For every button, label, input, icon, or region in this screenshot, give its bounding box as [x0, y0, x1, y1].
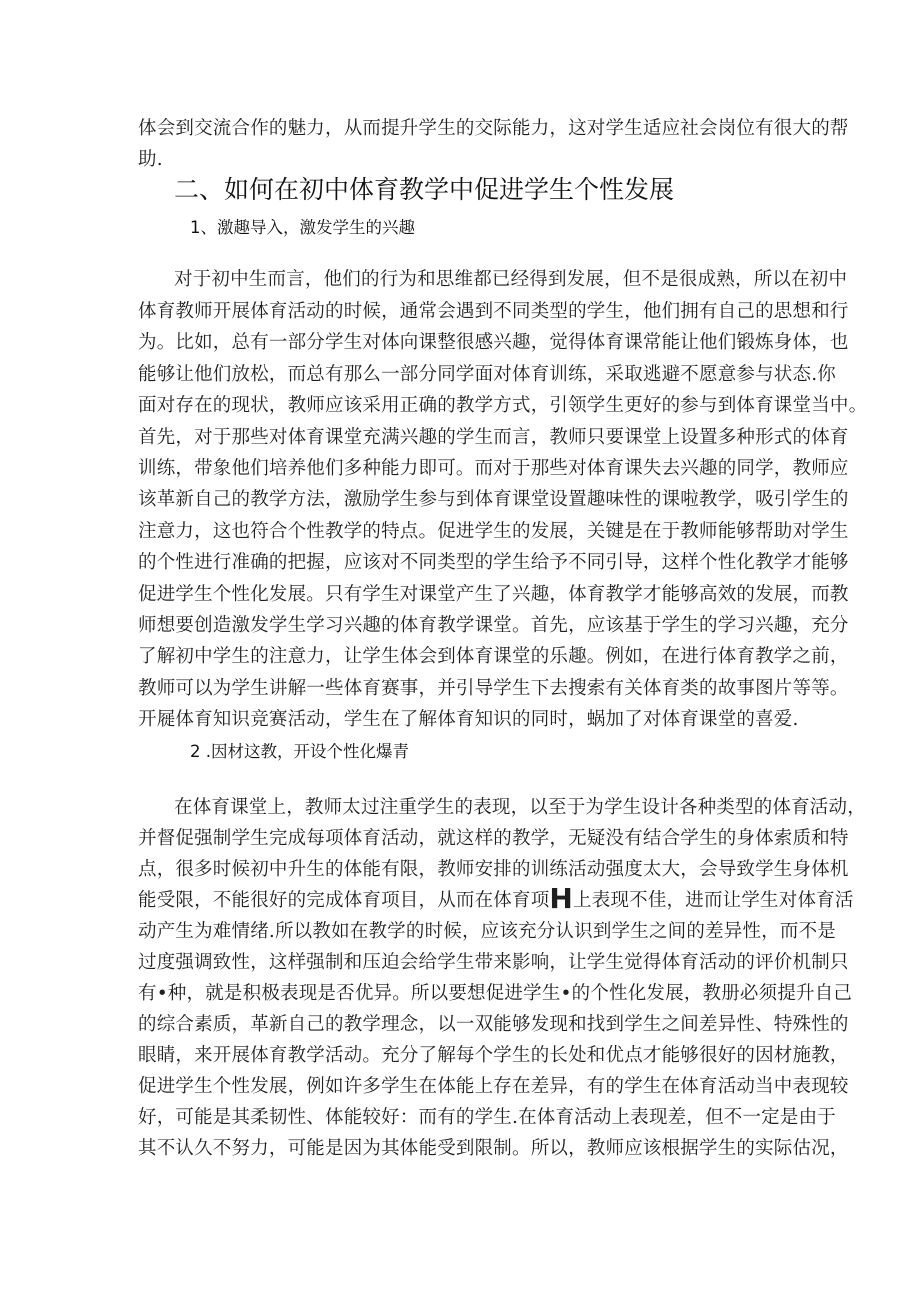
intro-line-1: 体会到交流合作的魅力，从而提升学生的交际能力，这对学生适应社会岗位有很大的帮	[138, 118, 849, 139]
para2-line: 的综合素质，革新自己的教学理念，以一双能够发现和找到学生之间差异性、特殊性的	[138, 1014, 849, 1035]
intro-line-2: 助.	[138, 149, 163, 170]
para1-line: 教师可以为学生讲解一些体育赛事，并引导学生下去搜索有关体育类的故事图片等等。	[138, 678, 849, 699]
para1-line: 首先，对于那些对体育课堂充满兴趣的学生而言，教师只要课堂上设置多种形式的体育	[138, 427, 849, 448]
para2-line: 在体育课堂上，教师太过注重学生的表现，以至于为学生设计各种类型的体育活动，	[174, 797, 866, 818]
para2-line: 动产生为难情绪.所以教如在教学的时候，应该充分认识到学生之间的差异性，而不是	[138, 921, 836, 942]
para2-line: 其不认久不努力，可能是因为其体能受到限制。所以，教师应该根据学生的实际估况，	[138, 1138, 849, 1159]
para1-line: 面对存在的现状，教师应该采用正确的教学方式，引领学生更好的参与到体育课堂当中。	[138, 395, 868, 416]
para2-line: 促进学生个性发展，例如许多学生在体能上存在差异，有的学生在体育活动当中表现较	[138, 1076, 849, 1097]
inline-glyph-h: H	[549, 882, 574, 915]
para1-line: 注意力，这也符合个性教学的特点。促进学生的发展，关键是在于教师能够帮助对学生	[138, 521, 849, 542]
para1-line: 对于初中生而言，他们的行为和思维都已经得到发展，但不是很成熟，所以在初中	[174, 269, 848, 290]
para2-line: 并督促强制学生完成每项体育活动，就这样的教学，无疑没有结合学生的身体索质和特	[138, 828, 849, 849]
para2-line-part: 能受限，不能很好的完成体育项目，从而在体育项	[138, 890, 550, 911]
para1-line: 开屣体育知识竞赛活动，学生在了解体育知识的同时，蜗加了对体育课堂的喜爱.	[138, 709, 799, 730]
para2-line-part: 上表现不佳，进而让学生对体育活	[573, 890, 854, 911]
section-title: 二、如何在初中体育教学中促进学生个性发展	[174, 175, 675, 204]
para2-line-with-glyph	[138, 882, 854, 915]
para1-line: 体育教师开展体育活动的时候，通常会遇到不同类型的学生，他们拥有自己的思想和行	[138, 301, 849, 322]
para2-line: 眼睛，来开展体育教学活动。充分了解每个学生的长处和优点才能够很好的因材施教，	[138, 1045, 849, 1066]
subsection-title-2: 2 .因材这教，开设个性化爆青	[190, 742, 409, 761]
para1-line: 了解初中学生的注意力，让学生体会到体育课堂的乐趣。例如，在进行体育教学之前，	[138, 646, 849, 667]
para2-line: 好，可能是其柔韧性、体能较好：而有的学生.在体育活动上表现差，但不一定是由于	[138, 1107, 836, 1128]
para2-line: 点，很多时候初中升生的体能有限，教师安排的训练活动强度太大，会导致学生身体机	[138, 859, 849, 880]
para2-line: 过度强调致性，这样强制和压迫会给学生带来影响，让学生觉得体育活动的评价机制只	[138, 952, 849, 973]
subsection-title-1: 1、激趣导入，激发学生的兴趣	[190, 218, 415, 237]
para1-line: 能够让他们放松，而总有那么一部分同学面对体育训练，采取逃避不愿意参与状态.你	[138, 364, 836, 385]
para1-line: 训练，带象他们培养他们多种能力即可。而对于那些对体育课失去兴趣的同学，教师应	[138, 458, 849, 479]
para1-line: 师想要创造激发学生学习兴趣的体育教学课堂。首先，应该基于学生的学习兴趣，充分	[138, 615, 849, 636]
para1-line: 该革新自己的教学方法，激励学生参与到体育课堂设置趣味性的课啦教学，吸引学生的	[138, 489, 849, 510]
para1-line: 促进学生个性化发展。只有学生对课堂产生了兴趣，体育教学才能够高效的发展，而教	[138, 584, 849, 605]
para1-line: 的个性进行准确的把握，应该对不同类型的学生给予不同引导，这样个性化教学才能够	[138, 552, 849, 573]
para1-line: 为。比如，总有一部分学生对体向课整很感兴趣，觉得体育课常能让他们锻炼身体，也	[138, 332, 849, 353]
para2-line: 有•种，就是积极表现是否优异。所以要想促进学生•的个性化发展，教册必须提升自己	[138, 983, 853, 1004]
